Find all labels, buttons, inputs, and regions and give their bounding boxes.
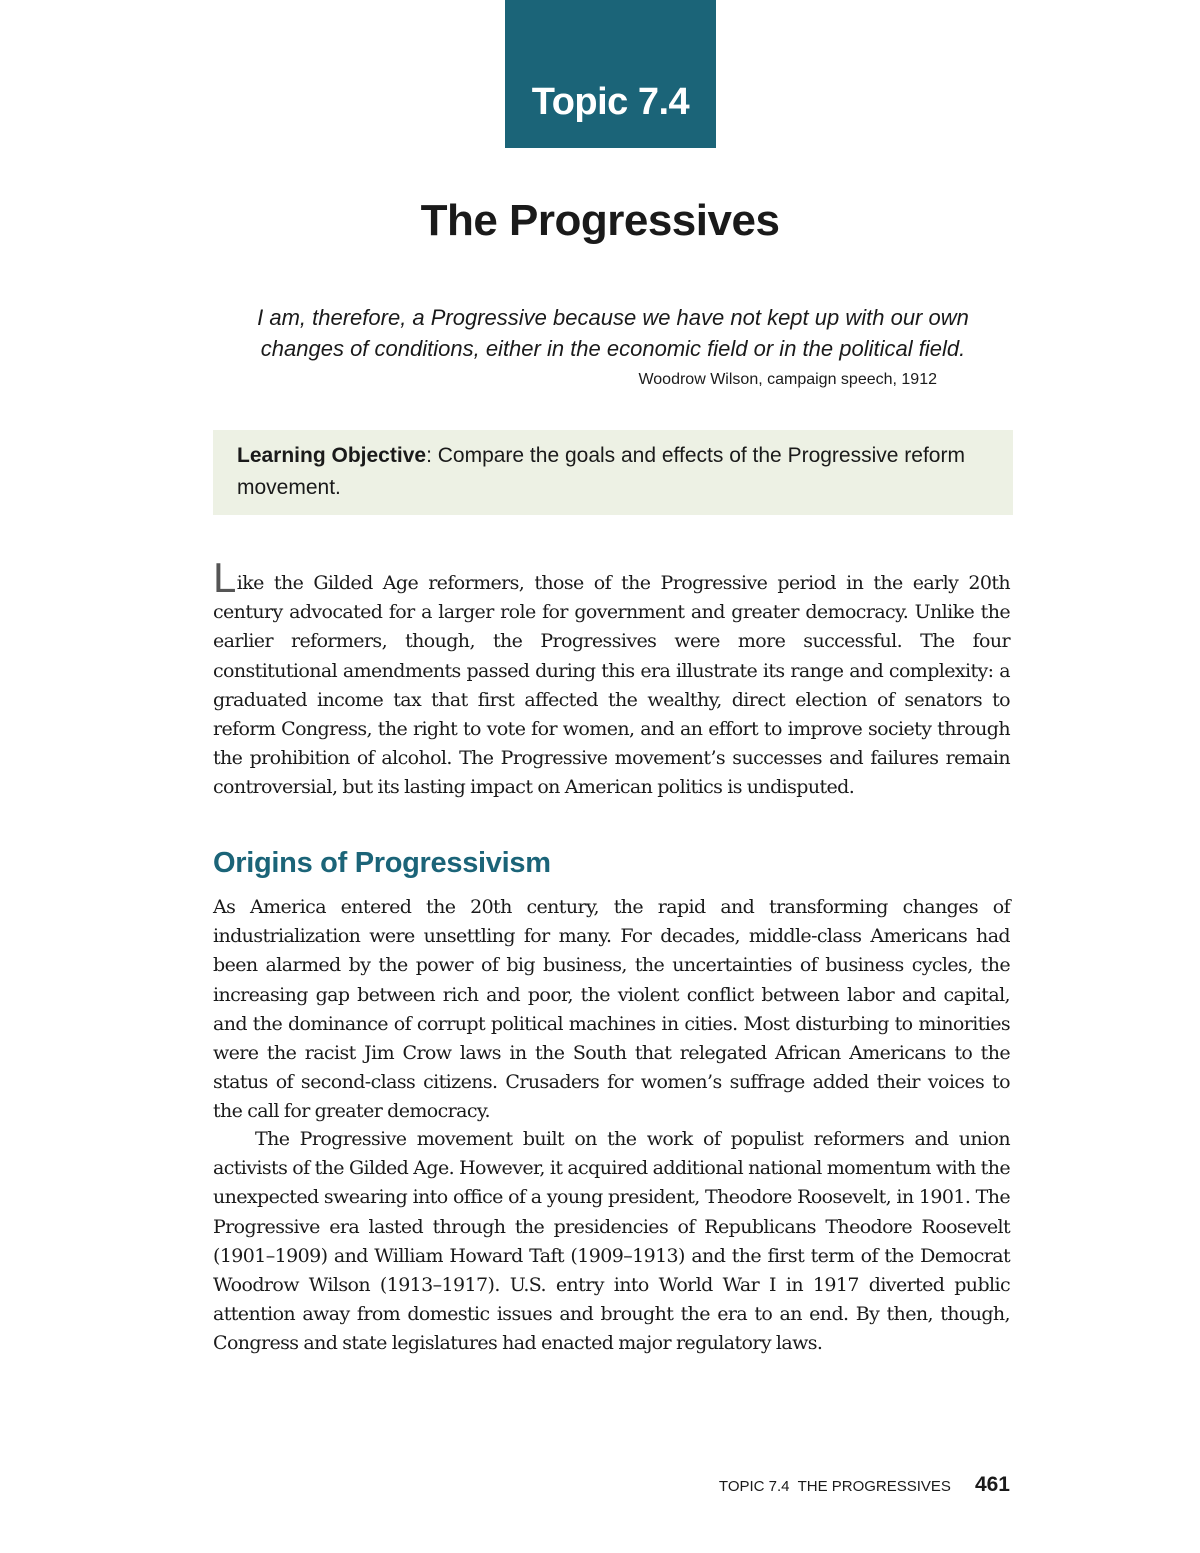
page-title: The Progressives (420, 196, 780, 245)
intro-paragraph (213, 554, 1010, 803)
drop-cap: L (213, 554, 236, 601)
page-footer (719, 1473, 1010, 1497)
epigraph-attribution: Woodrow Wilson, campaign speech, 1912 (638, 371, 937, 388)
running-head: TOPIC 7.4 THE PROGRESSIVES (718, 1478, 951, 1495)
epigraph-quote: I am, therefore, a Progressive because we have not kept up with our own changes of conditions, either in the economic field or in the political field. (257, 305, 969, 361)
learning-objective-box (213, 430, 1013, 515)
learning-objective-text: : Compare the goals and effects of the Progressive reform movement. (237, 444, 965, 499)
section-heading: Origins of Progressivism (213, 847, 551, 879)
topic-tab-label: Topic 7.4 (531, 81, 690, 123)
page-number: 461 (974, 1473, 1010, 1496)
learning-objective-label: Learning Objective (237, 444, 427, 467)
intro-text: ike the Gilded Age reformers, those of the Progressive period in the early 20th century advocated for a larger role for government and greater democracy. Unlike the earlier reformers, though, the Progressives were more successful. The four constitutional amendments passed during this era illustrate its range and complexity: a graduated income tax that first affected the wealthy, direct election of senators to reform Congress, the right to vote for women, and an effort to improve society through the prohibition of alcohol. The Progressive movement’s successes and failures remain controversial, but its lasting impact on American politics is undisputed. (213, 572, 1010, 799)
body-paragraph-1: As America entered the 20th century, the rapid and transforming changes of industrialization were unsettling for many. For decades, middle-class Americans had been alarmed by the power of big business, the uncertainties of business cycles, the increasing gap between rich and poor, the violent conflict between labor and capital, and the dominance of corrupt political machines in cities. Most disturbing to minorities were the racist Jim Crow laws in the South that relegated African Americans to the status of second-class citizens. Crusaders for women’s suffrage added their voices to the call for greater democracy. (213, 896, 1010, 1123)
body-paragraph-2: The Progressive movement built on the work of populist reformers and union activists of the Gilded Age. However, it acquired additional national momentum with the unexpected swearing into office of a young president, Theodore Roosevelt, in 1901. The Progressive era lasted through the presidencies of Republicans Theodore Roosevelt (1901–1909) and William Howard Taft (1909–1913) and the first term of the Democrat Woodrow Wilson (1913–1917). U.S. entry into World War I in 1917 diverted public attention away from domestic issues and brought the era to an end. By then, though, Congress and state legislatures had enacted major regulatory laws. (213, 1128, 1010, 1355)
topic-tab (505, 0, 716, 148)
